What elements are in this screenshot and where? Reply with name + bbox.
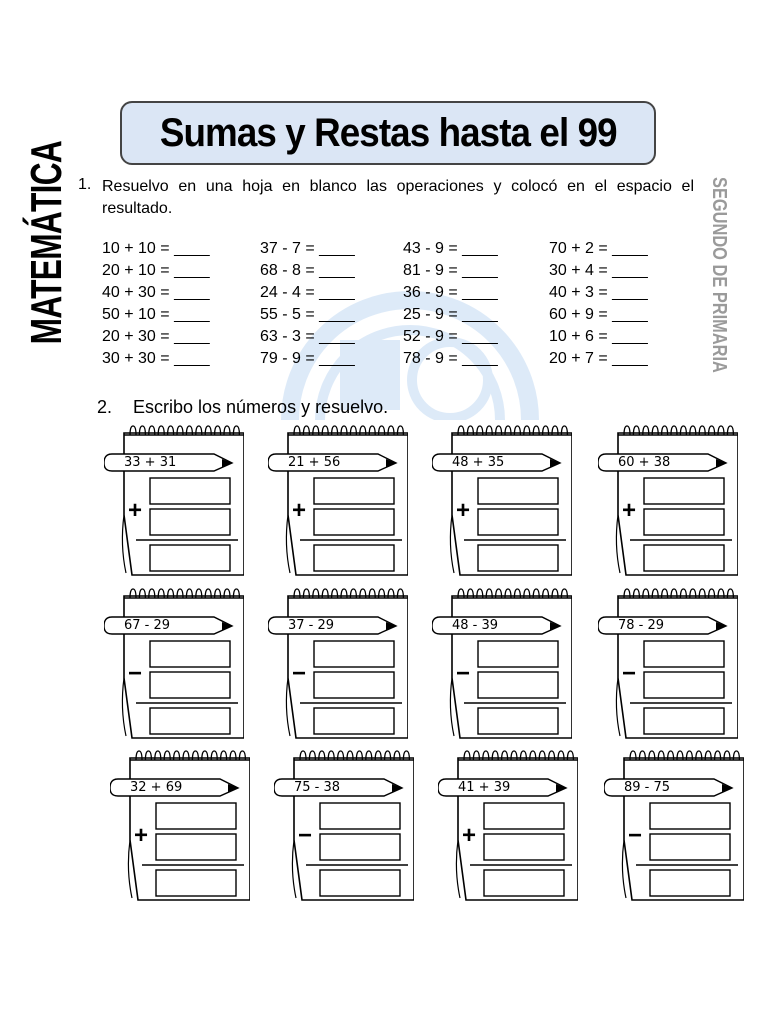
minus-sign: − bbox=[622, 660, 637, 687]
exercise-card bbox=[598, 588, 734, 738]
plus-sign: + bbox=[128, 497, 143, 524]
exercise-expression: 37 - 29 bbox=[288, 618, 335, 633]
minus-sign: − bbox=[292, 660, 307, 687]
notepad-drawing bbox=[104, 588, 244, 740]
exercise-card bbox=[274, 750, 410, 900]
notepad-drawing bbox=[604, 750, 744, 902]
operation-item: 79 - 9 = ____ bbox=[260, 350, 355, 367]
operation-item: 25 - 9 = ____ bbox=[403, 306, 498, 323]
operation-item: 50 + 10 = ____ bbox=[102, 306, 210, 323]
notepad-drawing bbox=[274, 750, 414, 902]
exercise-card bbox=[432, 425, 568, 575]
operation-item: 70 + 2 = ____ bbox=[549, 240, 648, 257]
exercise-card bbox=[104, 425, 240, 575]
minus-sign: − bbox=[628, 822, 643, 849]
operation-item: 10 + 10 = ____ bbox=[102, 240, 210, 257]
subject-label: MATEMÁTICA bbox=[22, 140, 71, 345]
q2-instruction: Escribo los números y resuelvo. bbox=[133, 397, 389, 417]
operation-item: 60 + 9 = ____ bbox=[549, 306, 648, 323]
operation-item: 20 + 10 = ____ bbox=[102, 262, 210, 279]
exercise-card bbox=[598, 425, 734, 575]
operations-grid bbox=[102, 240, 689, 372]
plus-sign: + bbox=[292, 497, 307, 524]
title-banner bbox=[120, 101, 656, 165]
minus-sign: − bbox=[128, 660, 143, 687]
minus-sign: − bbox=[456, 660, 471, 687]
notepad-drawing bbox=[432, 425, 572, 577]
exercise-expression: 78 - 29 bbox=[618, 618, 665, 633]
exercise-expression: 60 + 38 bbox=[618, 455, 671, 470]
exercise-expression: 33 + 31 bbox=[124, 455, 177, 470]
plus-sign: + bbox=[456, 497, 471, 524]
notepad-drawing bbox=[598, 588, 738, 740]
side-label-right bbox=[704, 159, 734, 373]
exercise-expression: 48 - 39 bbox=[452, 618, 499, 633]
notepad-drawing bbox=[104, 425, 244, 577]
notepad-drawing bbox=[110, 750, 250, 902]
grade-label: SEGUNDO DE PRIMARIA bbox=[708, 177, 730, 373]
exercise-expression: 89 - 75 bbox=[624, 780, 671, 795]
exercise-card bbox=[438, 750, 574, 900]
q2-heading bbox=[97, 397, 388, 418]
operation-item: 37 - 7 = ____ bbox=[260, 240, 355, 257]
plus-sign: + bbox=[134, 822, 149, 849]
notepad-drawing bbox=[432, 588, 572, 740]
notepad-drawing bbox=[268, 588, 408, 740]
exercise-expression: 67 - 29 bbox=[124, 618, 171, 633]
page-title: Sumas y Restas hasta el 99 bbox=[159, 110, 617, 155]
operation-item: 68 - 8 = ____ bbox=[260, 262, 355, 279]
operation-item: 52 - 9 = ____ bbox=[403, 328, 498, 345]
exercise-card bbox=[268, 588, 404, 738]
exercise-expression: 75 - 38 bbox=[294, 780, 341, 795]
operation-item: 55 - 5 = ____ bbox=[260, 306, 355, 323]
operation-item: 40 + 30 = ____ bbox=[102, 284, 210, 301]
operation-item: 10 + 6 = ____ bbox=[549, 328, 648, 345]
exercise-card bbox=[268, 425, 404, 575]
side-label-left bbox=[15, 140, 79, 374]
plus-sign: + bbox=[622, 497, 637, 524]
notepad-drawing bbox=[598, 425, 738, 577]
exercise-card bbox=[432, 588, 568, 738]
q2-number: 2. bbox=[97, 397, 113, 417]
exercise-expression: 21 + 56 bbox=[288, 455, 341, 470]
minus-sign: − bbox=[298, 822, 313, 849]
q1-number: 1. bbox=[78, 176, 92, 193]
operation-item: 78 - 9 = ____ bbox=[403, 350, 498, 367]
operation-item: 20 + 30 = ____ bbox=[102, 328, 210, 345]
plus-sign: + bbox=[462, 822, 477, 849]
q1-instruction: Resuelvo en una hoja en blanco las operaciones y colocó en el espacio el resultado. bbox=[102, 178, 694, 217]
exercise-card bbox=[604, 750, 740, 900]
exercise-expression: 32 + 69 bbox=[130, 780, 183, 795]
operation-item: 40 + 3 = ____ bbox=[549, 284, 648, 301]
exercise-card bbox=[110, 750, 246, 900]
exercise-expression: 48 + 35 bbox=[452, 455, 505, 470]
operation-item: 20 + 7 = ____ bbox=[549, 350, 648, 367]
exercise-expression: 41 + 39 bbox=[458, 780, 511, 795]
operation-item: 43 - 9 = ____ bbox=[403, 240, 498, 257]
operation-item: 24 - 4 = ____ bbox=[260, 284, 355, 301]
notepad-drawing bbox=[438, 750, 578, 902]
operation-item: 30 + 4 = ____ bbox=[549, 262, 648, 279]
operation-item: 30 + 30 = ____ bbox=[102, 350, 210, 367]
operation-item: 63 - 3 = ____ bbox=[260, 328, 355, 345]
notepad-drawing bbox=[268, 425, 408, 577]
operation-item: 36 - 9 = ____ bbox=[403, 284, 498, 301]
operation-item: 81 - 9 = ____ bbox=[403, 262, 498, 279]
exercise-card bbox=[104, 588, 240, 738]
